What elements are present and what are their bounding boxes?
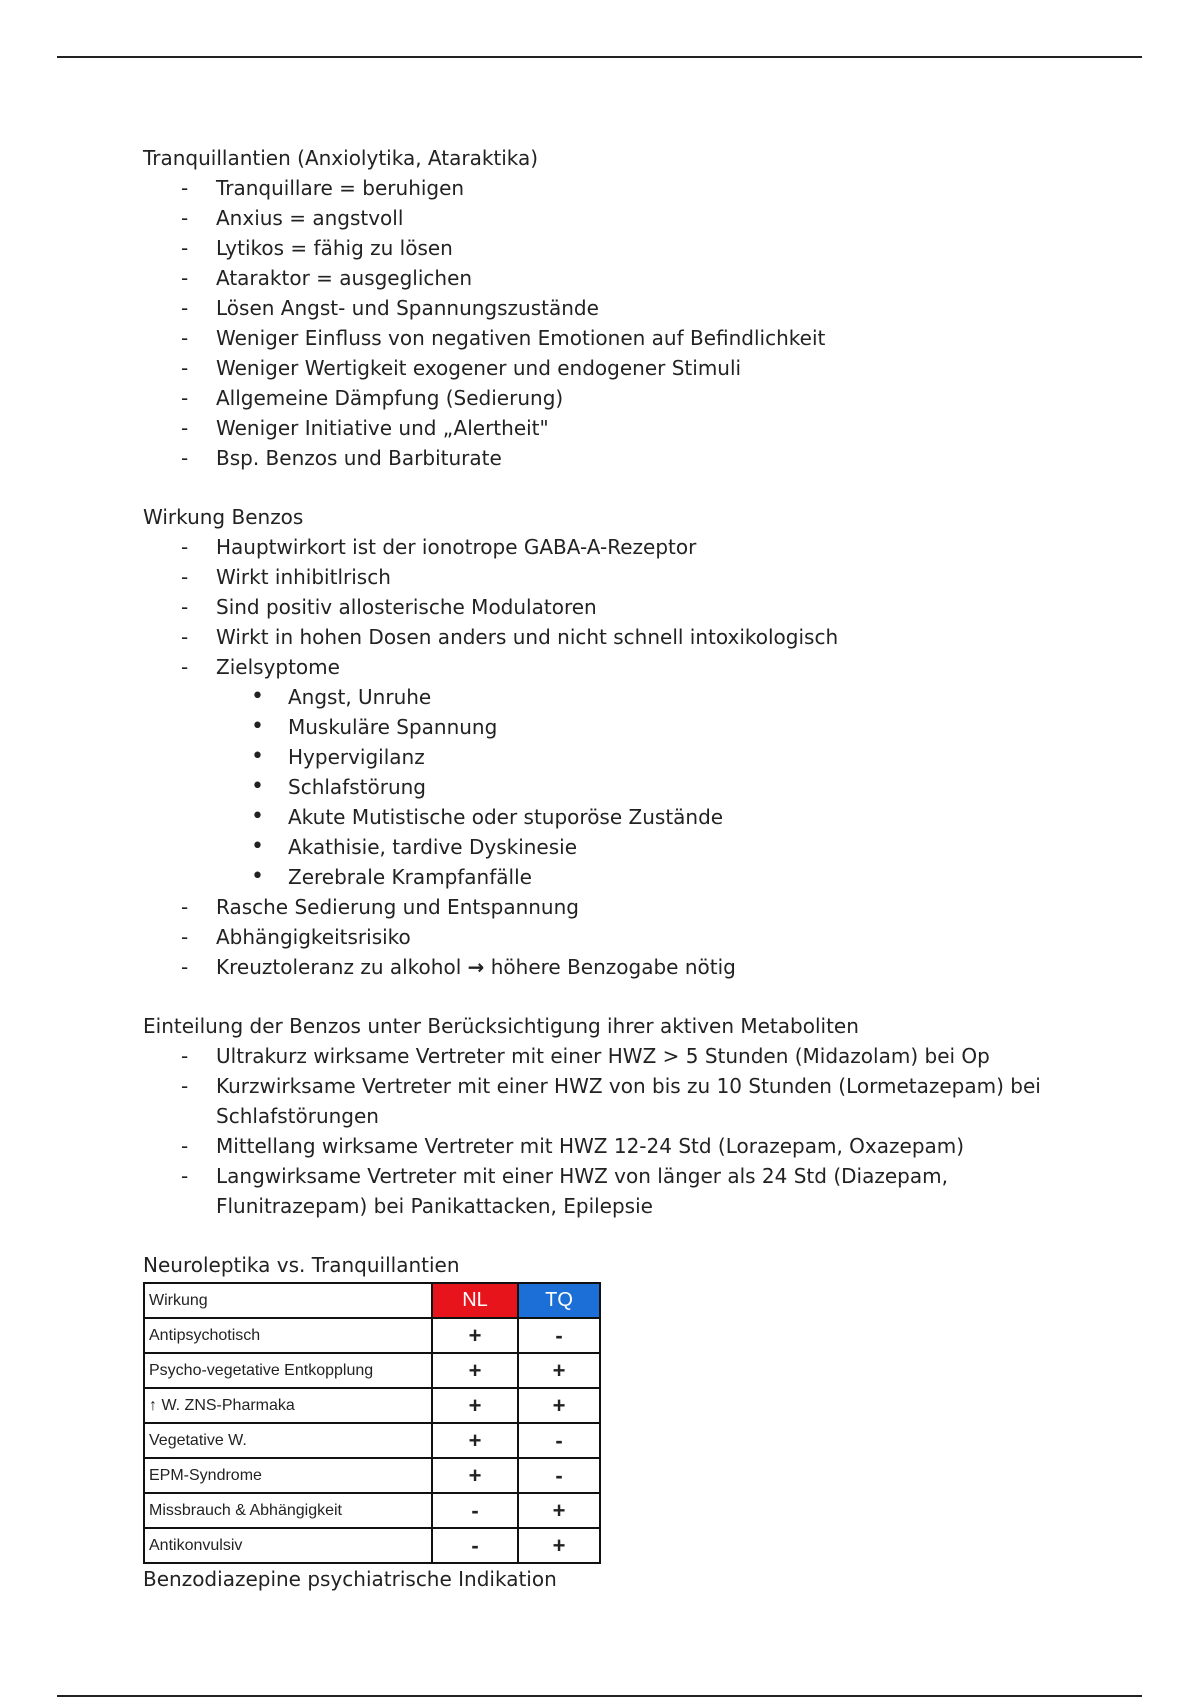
list-item-continuation: Flunitrazepam) bei Panikattacken, Epilepsie	[216, 1194, 653, 1218]
list-item: - Weniger Wertigkeit exogener und endogener Stimuli	[143, 353, 1063, 383]
list-item: - Anxius = angstvoll	[143, 203, 1063, 233]
table-row	[144, 1458, 600, 1493]
list-item	[143, 952, 1063, 982]
section-heading-wirkung: Wirkung Benzos	[143, 505, 304, 529]
list-item-text: höhere Benzogabe nötig	[490, 955, 736, 979]
list-item: - Ultrakurz wirksame Vertreter mit einer HWZ > 5 Stunden (Midazolam) bei Op	[143, 1041, 1063, 1071]
sub-list-item: • Angst, Unruhe	[143, 682, 1063, 712]
sub-list-item: • Akathisie, tardive Dyskinesie	[143, 832, 1063, 862]
nl-value: +	[432, 1388, 518, 1423]
nl-value: +	[432, 1318, 518, 1353]
nl-value: -	[432, 1528, 518, 1563]
row-label: ↑ W. ZNS-Pharmaka	[144, 1388, 432, 1423]
row-label: Antikonvulsiv	[144, 1528, 432, 1563]
header-wirkung: Wirkung	[144, 1283, 432, 1318]
section-heading-vergleich: Neuroleptika vs. Tranquillantien	[143, 1253, 460, 1277]
list-item: - Lytikos = fähig zu lösen	[143, 233, 1063, 263]
list-item: - Allgemeine Dämpfung (Sedierung)	[143, 383, 1063, 413]
footer-rule	[57, 1695, 1142, 1697]
list-item: - Zielsyptome	[143, 652, 1063, 682]
tq-value: +	[518, 1353, 600, 1388]
list-item: - Mittellang wirksame Vertreter mit HWZ 12-24 Std (Lorazepam, Oxazepam)	[143, 1131, 1063, 1161]
tq-value: +	[518, 1388, 600, 1423]
tq-value: -	[518, 1458, 600, 1493]
list-item: - Kurzwirksame Vertreter mit einer HWZ von bis zu 10 Stunden (Lormetazepam) bei	[143, 1071, 1063, 1101]
list-item: - Bsp. Benzos und Barbiturate	[143, 443, 1063, 473]
sub-list-item: • Hypervigilanz	[143, 742, 1063, 772]
tq-value: -	[518, 1423, 600, 1458]
list-item: - Weniger Initiative und „Alertheit"	[143, 413, 1063, 443]
list-item: - Ataraktor = ausgeglichen	[143, 263, 1063, 293]
nl-value: +	[432, 1458, 518, 1493]
tq-value: +	[518, 1528, 600, 1563]
document-body	[143, 143, 1063, 1594]
row-label: EPM-Syndrome	[144, 1458, 432, 1493]
header-nl: NL	[432, 1283, 518, 1318]
table-row	[144, 1353, 600, 1388]
comparison-table	[143, 1282, 601, 1564]
list-item: - Abhängigkeitsrisiko	[143, 922, 1063, 952]
list-item: - Wirkt in hohen Dosen anders und nicht schnell intoxikologisch	[143, 622, 1063, 652]
table-row	[144, 1388, 600, 1423]
list-item: - Rasche Sedierung und Entspannung	[143, 892, 1063, 922]
sub-list-item: • Muskuläre Spannung	[143, 712, 1063, 742]
row-label: Missbrauch & Abhängigkeit	[144, 1493, 432, 1528]
section-heading-tranquillantien: Tranquillantien (Anxiolytika, Ataraktika)	[143, 146, 539, 170]
row-label: Psycho-vegetative Entkopplung	[144, 1353, 432, 1388]
tq-value: +	[518, 1493, 600, 1528]
list-item: - Hauptwirkort ist der ionotrope GABA-A-Rezeptor	[143, 532, 1063, 562]
header-tq: TQ	[518, 1283, 600, 1318]
nl-value: -	[432, 1493, 518, 1528]
sub-list-item: • Akute Mutistische oder stuporöse Zustände	[143, 802, 1063, 832]
tq-value: -	[518, 1318, 600, 1353]
table-row	[144, 1493, 600, 1528]
nl-value: +	[432, 1353, 518, 1388]
list-item: - Wirkt inhibitlrisch	[143, 562, 1063, 592]
table-row	[144, 1528, 600, 1563]
nl-value: +	[432, 1423, 518, 1458]
list-item: - Langwirksame Vertreter mit einer HWZ von länger als 24 Std (Diazepam,	[143, 1161, 1063, 1191]
row-label: Vegetative W.	[144, 1423, 432, 1458]
list-item: - Lösen Angst- und Spannungszustände	[143, 293, 1063, 323]
row-label: Antipsychotisch	[144, 1318, 432, 1353]
sub-list-item: • Schlafstörung	[143, 772, 1063, 802]
section-heading-einteilung: Einteilung der Benzos unter Berücksichtigung ihrer aktiven Metaboliten	[143, 1014, 859, 1038]
arrow-right-icon: →	[467, 955, 485, 979]
list-item: - Sind positiv allosterische Modulatoren	[143, 592, 1063, 622]
table-row	[144, 1318, 600, 1353]
list-item: - Tranquillare = beruhigen	[143, 173, 1063, 203]
sub-list-item: • Zerebrale Krampfanfälle	[143, 862, 1063, 892]
list-item-text: Kreuztoleranz zu alkohol	[216, 955, 462, 979]
table-header-row	[144, 1283, 600, 1318]
section-heading-indikation: Benzodiazepine psychiatrische Indikation	[143, 1567, 557, 1591]
table-row	[144, 1423, 600, 1458]
list-item-continuation: Schlafstörungen	[216, 1104, 379, 1128]
header-rule	[57, 56, 1142, 58]
list-item: - Weniger Einfluss von negativen Emotionen auf Befindlichkeit	[143, 323, 1063, 353]
